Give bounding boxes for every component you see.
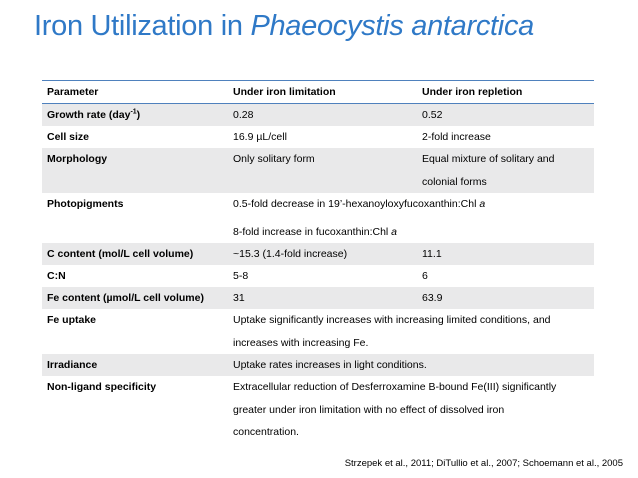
table-row-c-content: [42, 243, 594, 265]
header-iron-limitation: Under iron limitation: [233, 86, 336, 98]
row-label-morphology: Morphology: [47, 153, 108, 165]
non-ligand-line3: concentration.: [233, 426, 299, 438]
row-label-growth-rate: [42, 104, 228, 126]
table-row-fe-content: [42, 287, 594, 309]
morphology-limitation: Only solitary form: [233, 153, 315, 165]
table-row-non-ligand: [42, 376, 594, 444]
title-species: Phaeocystis antarctica: [250, 10, 534, 42]
fe-uptake-detail: [228, 309, 594, 354]
row-label-c-content: C content (mol/L cell volume): [47, 248, 194, 260]
c-content-repletion: 11.1: [422, 248, 442, 260]
growth-rate-label-text: Growth rate (day: [47, 109, 131, 121]
row-label-non-ligand: Non-ligand specificity: [47, 381, 157, 393]
row-label-fe-uptake: Fe uptake: [47, 314, 97, 326]
header-parameter: Parameter: [47, 86, 99, 98]
table-row-cn: [42, 265, 594, 287]
header-iron-repletion: Under iron repletion: [422, 86, 523, 98]
row-label-cn: C:N: [47, 270, 66, 282]
row-label-fe-content: Fe content (µmol/L cell volume): [47, 292, 204, 304]
citation: Strzepek et al., 2011; DiTullio et al., 2007; Schoemann et al., 2005: [344, 458, 623, 469]
fe-content-repletion: 63.9: [422, 292, 443, 304]
growth-rate-label-sup: -1: [130, 108, 137, 116]
non-ligand-line1: Extracellular reduction of Desferroxamine B-bound Fe(III) significantly: [233, 381, 557, 393]
table-row-morphology: [42, 148, 594, 193]
slide-title: [34, 10, 534, 43]
table-row-cell-size: [42, 126, 594, 148]
photopigments-line2-italic: a: [391, 226, 398, 238]
row-label-cell-size: Cell size: [47, 131, 90, 143]
c-content-limitation: ~15.3 (1.4-fold increase): [233, 248, 348, 260]
irradiance-detail: Uptake rates increases in light conditions.: [233, 359, 427, 371]
fe-content-limitation: 31: [233, 292, 245, 304]
row-label-photopigments: Photopigments: [47, 198, 124, 210]
non-ligand-line2: greater under iron limitation with no effect of dissolved iron: [233, 403, 505, 416]
photopigments-line2: [233, 221, 589, 243]
table-row-growth-rate: [42, 104, 594, 126]
fe-uptake-line1: Uptake significantly increases with increasing limited conditions, and: [233, 314, 551, 326]
morphology-repletion: [417, 148, 594, 193]
table-row-fe-uptake: [42, 309, 594, 354]
cn-repletion: 6: [422, 270, 428, 282]
table-row-irradiance: [42, 354, 594, 376]
photopigments-line1-text: 0.5-fold decrease in 19’-hexanoyloxyfucoxanthin:Chl: [233, 198, 480, 210]
photopigments-line1: [233, 193, 589, 215]
comparison-table: [42, 80, 594, 444]
growth-rate-repletion: 0.52: [422, 109, 443, 121]
table-row-photopigments: [42, 193, 594, 243]
growth-rate-label-end: ): [136, 109, 141, 121]
table-header-row: [42, 81, 594, 104]
growth-rate-limitation: 0.28: [233, 109, 254, 121]
photopigments-line2-text: 8-fold increase in fucoxanthin:Chl: [233, 226, 392, 238]
row-label-irradiance: Irradiance: [47, 359, 98, 371]
photopigments-detail: [228, 193, 594, 243]
title-plain: Iron Utilization in: [34, 10, 251, 42]
fe-uptake-line2: increases with increasing Fe.: [233, 336, 369, 349]
cell-size-repletion: 2-fold increase: [422, 131, 491, 143]
cell-size-limitation: 16.9 µL/cell: [233, 131, 287, 143]
photopigments-line1-italic: a: [479, 198, 486, 210]
non-ligand-detail: [228, 376, 594, 444]
cn-limitation: 5-8: [233, 270, 249, 282]
morphology-repletion-line1: Equal mixture of solitary and: [422, 153, 555, 165]
morphology-repletion-line2: colonial forms: [422, 175, 487, 188]
